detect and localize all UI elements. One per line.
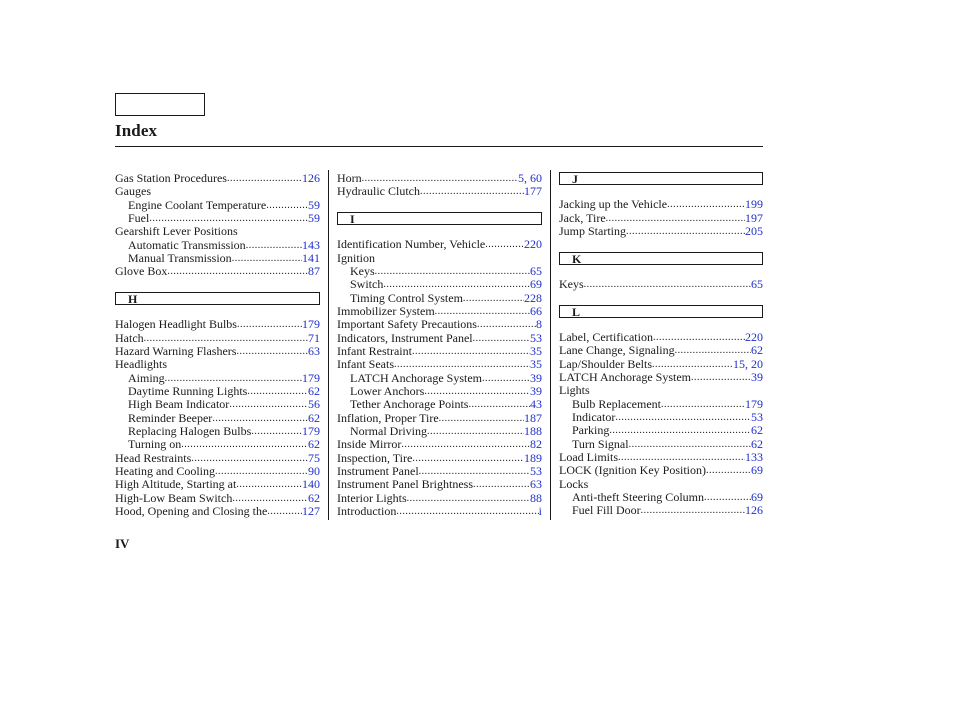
page-link[interactable]: 62 — [308, 490, 320, 505]
dot-leader — [266, 199, 308, 212]
dot-leader — [229, 398, 308, 411]
spacer — [337, 199, 542, 212]
entry-label: Tether Anchorage Points — [350, 397, 469, 412]
index-entry — [559, 451, 763, 464]
index-subentry — [115, 252, 320, 265]
spacer — [115, 279, 320, 292]
index-entry — [559, 358, 763, 371]
entry-label: Lap/Shoulder Belts — [559, 356, 652, 371]
entry-label: Hatch — [115, 330, 144, 345]
entry-label: Anti-theft Steering Column — [572, 489, 704, 504]
page-link[interactable]: 179 — [302, 317, 320, 332]
entry-label: Bulb Replacement — [572, 396, 661, 411]
dot-leader — [167, 265, 308, 278]
index-subentry — [115, 398, 320, 411]
index-entry — [115, 185, 320, 198]
page-link[interactable]: 39 — [751, 369, 763, 384]
index-entry — [559, 331, 763, 344]
column-divider — [328, 170, 329, 520]
index-entry — [337, 238, 542, 251]
index-column-2 — [337, 172, 542, 518]
entry-label: LATCH Anchorage System — [559, 369, 691, 384]
index-entry — [115, 172, 320, 185]
index-subentry — [115, 385, 320, 398]
entry-label: Glove Box — [115, 264, 168, 279]
index-entry — [559, 278, 763, 291]
index-entry — [337, 332, 542, 345]
dot-leader — [383, 278, 530, 291]
page-link[interactable]: 71 — [308, 330, 320, 345]
index-subentry — [559, 438, 763, 451]
index-entry — [337, 305, 542, 318]
entry-label: Aiming — [128, 370, 165, 385]
entry-label: Gas Station Procedures — [115, 171, 227, 185]
dot-leader — [706, 464, 751, 477]
entry-label: Daytime Running Lights — [128, 383, 248, 398]
index-entry — [115, 225, 320, 238]
dot-leader — [236, 478, 302, 491]
page-link[interactable]: 228 — [524, 290, 542, 305]
entry-label: Timing Control System — [350, 290, 463, 305]
page-link[interactable]: i — [538, 503, 542, 518]
index-subentry — [115, 412, 320, 425]
page-link[interactable]: 59 — [308, 197, 320, 212]
entry-label: LOCK (Ignition Key Position) — [559, 463, 706, 478]
dot-leader — [468, 398, 530, 411]
page-link[interactable]: 43 — [530, 397, 542, 412]
entry-label: Locks — [559, 476, 589, 491]
page-link[interactable]: 220 — [745, 329, 763, 344]
page-link[interactable]: 62 — [751, 436, 763, 451]
dot-leader — [394, 358, 530, 371]
spacer — [337, 225, 542, 238]
dot-leader — [584, 278, 751, 291]
entry-label: Headlights — [115, 357, 167, 372]
index-subentry — [337, 278, 542, 291]
entry-label: Instrument Panel Brightness — [337, 477, 473, 492]
page-link[interactable]: 189 — [524, 450, 542, 465]
entry-label: Fuel — [128, 210, 150, 225]
entry-label: Ignition — [337, 250, 375, 265]
page-link[interactable]: 53 — [751, 409, 763, 424]
dot-leader — [144, 332, 308, 345]
index-entry — [337, 185, 542, 198]
dot-leader — [427, 425, 524, 438]
spacer — [115, 305, 320, 318]
entry-label: Identification Number, Vehicle — [337, 237, 486, 252]
dot-leader — [435, 305, 530, 318]
index-entry — [115, 345, 320, 358]
index-entry — [115, 265, 320, 278]
page-link[interactable]: 126 — [745, 503, 763, 518]
index-entry — [559, 225, 763, 238]
page-link[interactable]: 188 — [524, 423, 542, 438]
dot-leader — [667, 198, 745, 211]
dot-leader — [618, 451, 745, 464]
column-divider — [550, 170, 551, 520]
dot-leader — [629, 438, 751, 451]
page-link[interactable]: 127 — [302, 503, 320, 518]
index-subentry — [559, 491, 763, 504]
index-entry — [337, 172, 542, 185]
page-link[interactable]: 126 — [302, 171, 320, 185]
page-link[interactable]: 39 — [530, 383, 542, 398]
index-entry — [115, 452, 320, 465]
index-entry — [115, 492, 320, 505]
dot-leader — [641, 504, 745, 517]
dot-leader — [212, 412, 308, 425]
entry-label: Indicators, Instrument Panel — [337, 330, 473, 345]
section-header: L — [559, 305, 763, 318]
page-link[interactable]: 5, 60 — [518, 171, 542, 185]
index-entry — [559, 212, 763, 225]
dot-leader — [675, 344, 751, 357]
entry-label: High Beam Indicator — [128, 397, 230, 412]
entry-label: Gauges — [115, 184, 151, 199]
index-subentry — [337, 398, 542, 411]
index-entry — [337, 412, 542, 425]
index-subentry — [337, 425, 542, 438]
page-link[interactable]: 179 — [745, 396, 763, 411]
entry-label: Load Limits — [559, 449, 618, 464]
spacer — [559, 265, 763, 278]
entry-label: Hydraulic Clutch — [337, 184, 420, 199]
page-link[interactable]: 15, 20 — [733, 356, 763, 371]
page-link[interactable]: 69 — [751, 489, 763, 504]
dot-leader — [267, 505, 302, 518]
page-link[interactable]: 65 — [530, 263, 542, 278]
dot-leader — [473, 478, 530, 491]
dot-leader — [691, 371, 751, 384]
index-entry — [337, 318, 542, 331]
index-subentry — [337, 265, 542, 278]
page-link[interactable]: 197 — [745, 210, 763, 225]
index-subentry — [337, 385, 542, 398]
index-subentry — [337, 372, 542, 385]
section-header: H — [115, 292, 320, 305]
entry-label: Keys — [350, 263, 375, 278]
page-link[interactable]: 133 — [745, 449, 763, 464]
dot-leader — [251, 425, 302, 438]
page-link[interactable]: 59 — [308, 210, 320, 225]
page-link[interactable]: 62 — [751, 343, 763, 358]
page-link[interactable]: 87 — [308, 264, 320, 279]
page-link[interactable]: 62 — [308, 383, 320, 398]
entry-label: Inspection, Tire — [337, 450, 413, 465]
dot-leader — [227, 172, 302, 185]
page-link[interactable]: 62 — [308, 437, 320, 452]
index-entry — [115, 332, 320, 345]
section-header: I — [337, 212, 542, 225]
dot-leader — [606, 212, 745, 225]
entry-label: Hazard Warning Flashers — [115, 343, 237, 358]
entry-label: Manual Transmission — [128, 250, 232, 265]
page-link[interactable]: 143 — [302, 237, 320, 252]
page-link[interactable]: 220 — [524, 237, 542, 252]
dot-leader — [485, 238, 524, 251]
index-entry — [559, 371, 763, 384]
entry-label: Halogen Headlight Bulbs — [115, 317, 237, 332]
index-column-1 — [115, 172, 320, 518]
index-entry — [337, 492, 542, 505]
dot-leader — [420, 185, 524, 198]
index-entry — [337, 438, 542, 451]
entry-label: Indicator — [572, 409, 616, 424]
entry-label: Turn Signal — [572, 436, 629, 451]
entry-label: Fuel Fill Door — [572, 503, 641, 518]
dot-leader — [609, 424, 751, 437]
dot-leader — [661, 398, 745, 411]
page-link[interactable]: 88 — [530, 490, 542, 505]
entry-label: High-Low Beam Switch — [115, 490, 233, 505]
dot-leader — [232, 252, 302, 265]
page-link[interactable]: 179 — [302, 370, 320, 385]
entry-label: Replacing Halogen Bulbs — [128, 423, 252, 438]
dot-leader — [181, 438, 308, 451]
page-link[interactable]: 35 — [530, 357, 542, 372]
dot-leader — [439, 412, 524, 425]
spacer — [559, 291, 763, 304]
entry-label: Inflation, Proper Tire — [337, 410, 439, 425]
page-link[interactable]: 63 — [530, 477, 542, 492]
dot-leader — [149, 212, 308, 225]
index-subentry — [559, 424, 763, 437]
dot-leader — [191, 452, 308, 465]
index-entry — [559, 198, 763, 211]
page-link[interactable]: 179 — [302, 423, 320, 438]
index-entry — [559, 464, 763, 477]
page-title: Index — [115, 121, 158, 140]
entry-label: High Altitude, Starting at — [115, 477, 237, 492]
title-rule — [115, 146, 763, 147]
index-subentry — [115, 438, 320, 451]
dot-leader — [626, 225, 745, 238]
index-subentry — [115, 372, 320, 385]
spacer — [559, 185, 763, 198]
entry-label: Lower Anchors — [350, 383, 425, 398]
nav-box[interactable] — [115, 93, 205, 116]
entry-label: Gearshift Lever Positions — [115, 224, 238, 239]
page-link[interactable]: 69 — [530, 277, 542, 292]
entry-label: Infant Seats — [337, 357, 394, 372]
dot-leader — [407, 492, 530, 505]
index-subentry — [115, 425, 320, 438]
entry-label: Head Restraints — [115, 450, 192, 465]
dot-leader — [704, 491, 751, 504]
entry-label: LATCH Anchorage System — [350, 370, 482, 385]
page-link[interactable]: 90 — [308, 463, 320, 478]
index-column-3 — [559, 172, 763, 518]
index-entry — [115, 318, 320, 331]
page-link[interactable]: 8 — [536, 317, 542, 332]
page-link[interactable]: 62 — [308, 410, 320, 425]
dot-leader — [401, 438, 530, 451]
entry-label: Interior Lights — [337, 490, 407, 505]
index-entry — [337, 505, 542, 518]
dot-leader — [246, 239, 302, 252]
dot-leader — [419, 465, 530, 478]
index-subentry — [115, 239, 320, 252]
index-subentry — [559, 504, 763, 517]
entry-label: Horn — [337, 171, 362, 185]
dot-leader — [615, 411, 751, 424]
index-entry — [337, 345, 542, 358]
index-entry — [115, 505, 320, 518]
index-subentry — [115, 212, 320, 225]
index-entry — [337, 452, 542, 465]
index-entry — [559, 384, 763, 397]
page-link[interactable]: 53 — [530, 330, 542, 345]
index-entry — [337, 465, 542, 478]
entry-label: Automatic Transmission — [128, 237, 246, 252]
entry-label: Parking — [572, 423, 610, 438]
page-link[interactable]: 199 — [745, 197, 763, 212]
dot-leader — [463, 292, 524, 305]
entry-label: Introduction — [337, 503, 397, 518]
index-entry — [115, 465, 320, 478]
index-subentry — [115, 199, 320, 212]
spacer — [559, 318, 763, 331]
dot-leader — [362, 172, 518, 185]
page-link[interactable]: 39 — [530, 370, 542, 385]
entry-label: Jacking up the Vehicle — [559, 197, 668, 212]
dot-leader — [473, 332, 530, 345]
dot-leader — [232, 492, 308, 505]
entry-label: Inside Mirror — [337, 437, 402, 452]
page-number: IV — [115, 536, 130, 551]
dot-leader — [412, 452, 524, 465]
page-link[interactable]: 177 — [524, 184, 542, 199]
entry-label: Important Safety Precautions — [337, 317, 477, 332]
page-link[interactable]: 35 — [530, 343, 542, 358]
index-entry — [559, 478, 763, 491]
index-entry — [115, 478, 320, 491]
dot-leader — [653, 331, 745, 344]
page-link[interactable]: 63 — [308, 343, 320, 358]
dot-leader — [165, 372, 302, 385]
page-link[interactable]: 140 — [302, 477, 320, 492]
dot-leader — [236, 345, 308, 358]
page-link[interactable]: 75 — [308, 450, 320, 465]
page-link[interactable]: 187 — [524, 410, 542, 425]
dot-leader — [424, 385, 530, 398]
entry-label: Hood, Opening and Closing the — [115, 503, 268, 518]
page-link[interactable]: 69 — [751, 463, 763, 478]
dot-leader — [477, 318, 536, 331]
page-link[interactable]: 62 — [751, 423, 763, 438]
index-subentry — [337, 292, 542, 305]
entry-label: Instrument Panel — [337, 463, 419, 478]
entry-label: Jump Starting — [559, 223, 627, 238]
entry-label: Normal Driving — [350, 423, 427, 438]
page-link[interactable]: 66 — [530, 303, 542, 318]
entry-label: Turning on — [128, 437, 182, 452]
index-entry — [115, 358, 320, 371]
entry-label: Keys — [559, 276, 584, 291]
entry-label: Infant Restraint — [337, 343, 412, 358]
section-header: K — [559, 252, 763, 265]
page-link[interactable]: 82 — [530, 437, 542, 452]
dot-leader — [237, 318, 302, 331]
index-subentry — [559, 411, 763, 424]
index-entry — [559, 344, 763, 357]
dot-leader — [375, 265, 530, 278]
page-link[interactable]: 205 — [745, 223, 763, 238]
entry-label: Lane Change, Signaling — [559, 343, 675, 358]
dot-leader — [215, 465, 308, 478]
index-subentry — [559, 398, 763, 411]
index-entry — [337, 252, 542, 265]
dot-leader — [482, 372, 530, 385]
entry-label: Engine Coolant Temperature — [128, 197, 267, 212]
entry-label: Label, Certification — [559, 329, 653, 344]
dot-leader — [396, 505, 538, 518]
page-link[interactable]: 53 — [530, 463, 542, 478]
entry-label: Jack, Tire — [559, 210, 606, 225]
entry-label: Heating and Cooling — [115, 463, 215, 478]
section-header: J — [559, 172, 763, 185]
entry-label: Reminder Beeper — [128, 410, 213, 425]
page-link[interactable]: 65 — [751, 276, 763, 291]
entry-label: Immobilizer System — [337, 303, 435, 318]
index-entry — [337, 358, 542, 371]
dot-leader — [247, 385, 308, 398]
entry-label: Switch — [350, 277, 384, 292]
index-entry — [337, 478, 542, 491]
page-link[interactable]: 56 — [308, 397, 320, 412]
dot-leader — [652, 358, 733, 371]
page-link[interactable]: 141 — [302, 250, 320, 265]
spacer — [559, 238, 763, 251]
dot-leader — [412, 345, 530, 358]
entry-label: Lights — [559, 383, 590, 398]
